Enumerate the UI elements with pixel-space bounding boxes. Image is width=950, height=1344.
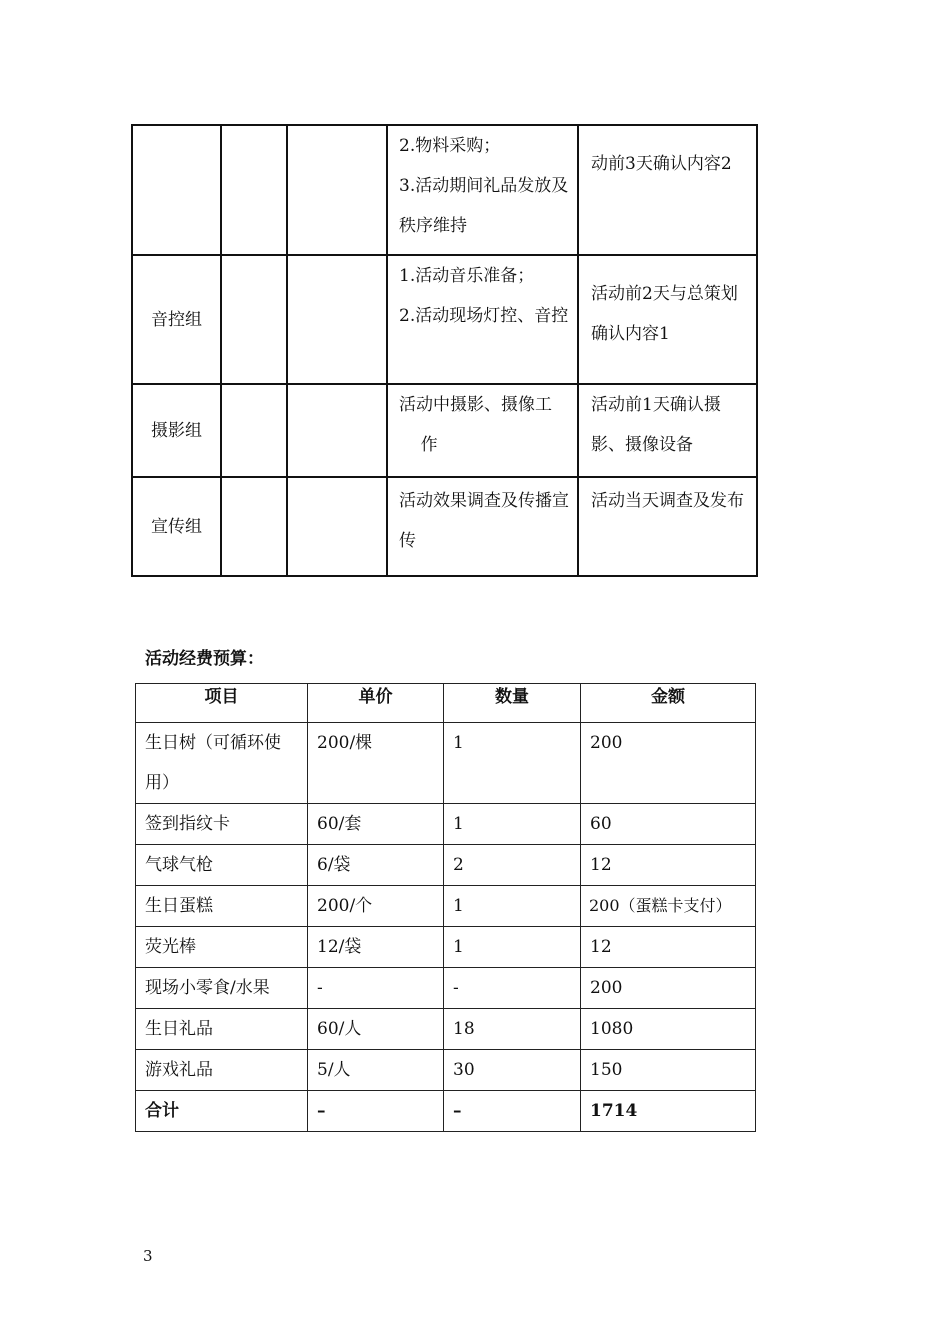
unit-price-cell: 60/人 — [308, 1009, 444, 1050]
staff-row — [132, 125, 757, 255]
total-unit-price: – — [308, 1091, 444, 1132]
budget-title: 活动经费预算： — [145, 649, 264, 669]
blank-cell — [287, 255, 387, 384]
budget-table — [135, 683, 756, 1132]
staff-row — [132, 255, 757, 384]
total-amount: 1714 — [581, 1091, 756, 1132]
blank-cell — [221, 477, 287, 576]
header-quantity: 数量 — [444, 684, 581, 723]
unit-price-cell: 12/袋 — [308, 927, 444, 968]
item-cell: 现场小零食/水果 — [136, 968, 308, 1009]
item-cell: 签到指纹卡 — [136, 804, 308, 845]
unit-price-cell: 5/人 — [308, 1050, 444, 1091]
item-cell: 生日蛋糕 — [136, 886, 308, 927]
quantity-cell: 30 — [444, 1050, 581, 1091]
schedule-cell: 活动前1天确认摄影、摄像设备 — [578, 384, 757, 477]
total-label: 合计 — [136, 1091, 308, 1132]
header-item: 项目 — [136, 684, 308, 723]
header-amount: 金额 — [581, 684, 756, 723]
amount-cell: 60 — [581, 804, 756, 845]
unit-price-cell: 200/个 — [308, 886, 444, 927]
quantity-cell: 1 — [444, 723, 581, 804]
amount-cell: 200 — [581, 723, 756, 804]
budget-row — [136, 886, 756, 927]
budget-row — [136, 845, 756, 886]
item-cell: 荧光棒 — [136, 927, 308, 968]
staff-table — [131, 124, 758, 577]
item-cell: 气球气枪 — [136, 845, 308, 886]
unit-price-cell: - — [308, 968, 444, 1009]
total-quantity: – — [444, 1091, 581, 1132]
unit-price-cell: 6/袋 — [308, 845, 444, 886]
duty-cell: 活动中摄影、摄像工 作 — [387, 384, 578, 477]
unit-price-cell: 60/套 — [308, 804, 444, 845]
item-cell: 生日树（可循环使用） — [136, 723, 308, 804]
schedule-cell: 动前3天确认内容2 — [578, 125, 757, 255]
header-unit-price: 单价 — [308, 684, 444, 723]
budget-header-row — [136, 684, 756, 723]
duty-cell: 1.活动音乐准备； 2.活动现场灯控、音控 — [387, 255, 578, 384]
budget-total-row — [136, 1091, 756, 1132]
budget-row — [136, 927, 756, 968]
amount-cell: 12 — [581, 927, 756, 968]
amount-cell: 200（蛋糕卡支付） — [581, 886, 756, 927]
staff-row — [132, 384, 757, 477]
quantity-cell: - — [444, 968, 581, 1009]
duty-cell: 2.物料采购； 3.活动期间礼品发放及秩序维持 — [387, 125, 578, 255]
duty-cell: 活动效果调查及传播宣传 — [387, 477, 578, 576]
budget-row — [136, 1009, 756, 1050]
blank-cell — [287, 477, 387, 576]
amount-cell: 1080 — [581, 1009, 756, 1050]
item-cell: 游戏礼品 — [136, 1050, 308, 1091]
amount-cell: 150 — [581, 1050, 756, 1091]
schedule-cell: 活动当天调查及发布 — [578, 477, 757, 576]
budget-row — [136, 968, 756, 1009]
quantity-cell: 1 — [444, 804, 581, 845]
group-cell: 摄影组 — [132, 384, 221, 477]
blank-cell — [221, 125, 287, 255]
group-cell: 音控组 — [132, 255, 221, 384]
budget-row — [136, 723, 756, 804]
quantity-cell: 2 — [444, 845, 581, 886]
blank-cell — [287, 384, 387, 477]
unit-price-cell: 200/棵 — [308, 723, 444, 804]
amount-cell: 12 — [581, 845, 756, 886]
blank-cell — [287, 125, 387, 255]
amount-cell: 200 — [581, 968, 756, 1009]
budget-row — [136, 1050, 756, 1091]
page-number: 3 — [143, 1247, 153, 1265]
group-cell — [132, 125, 221, 255]
item-cell: 生日礼品 — [136, 1009, 308, 1050]
group-cell: 宣传组 — [132, 477, 221, 576]
schedule-cell: 活动前2天与总策划确认内容1 — [578, 255, 757, 384]
quantity-cell: 1 — [444, 927, 581, 968]
blank-cell — [221, 384, 287, 477]
budget-row — [136, 804, 756, 845]
staff-row — [132, 477, 757, 576]
blank-cell — [221, 255, 287, 384]
quantity-cell: 18 — [444, 1009, 581, 1050]
quantity-cell: 1 — [444, 886, 581, 927]
